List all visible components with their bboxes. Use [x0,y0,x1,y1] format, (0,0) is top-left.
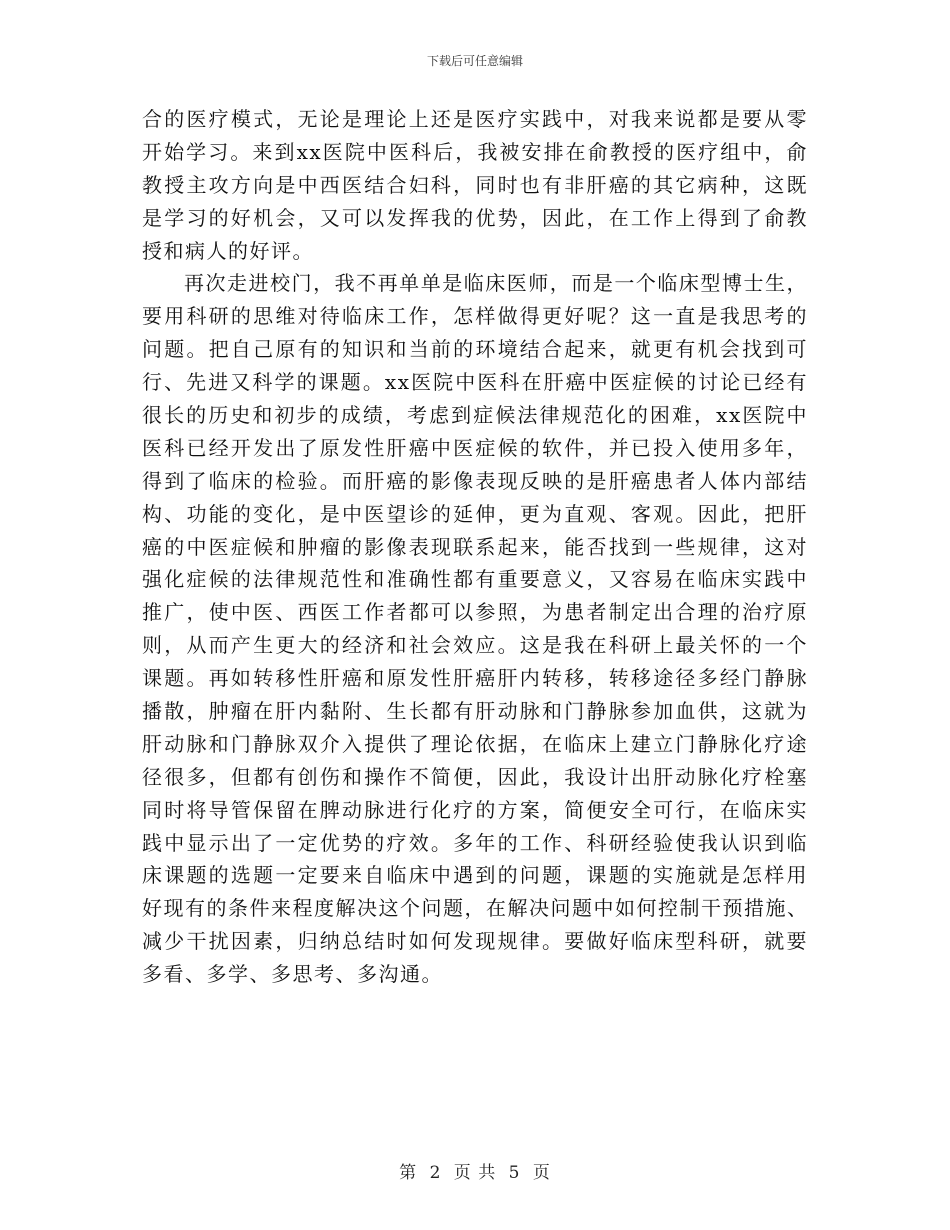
text-line: 是学习的好机会，又可以发挥我的优势，因此，在工作上得到了俞教 [142,205,808,230]
total-page-count: 5 [508,1163,521,1183]
document-body [142,103,808,991]
footer-middle: 页 共 [453,1163,497,1183]
text-line: 问题。把自己原有的知识和当前的环境结合起来，就更有机会找到可 [142,337,808,362]
text-line: 推广，使中医、西医工作者都可以参照，为患者制定出合理的治疗原 [142,600,808,625]
text-line: 医科已经开发出了原发性肝癌中医症候的软件，并已投入使用多年， [142,435,808,460]
text-line: 减少干扰因素，归纳总结时如何发现规律。要做好临床型科研，就要 [142,929,808,954]
text-line: 构、功能的变化，是中医望诊的延伸，更为直观、客观。因此，把肝 [142,501,808,526]
text-line: 课题。再如转移性肝癌和原发性肝癌肝内转移，转移途径多经门静脉 [142,666,808,691]
text-line: 同时将导管保留在脾动脉进行化疗的方案，简便安全可行，在临床实 [142,797,808,822]
text-line: 播散，肿瘤在肝内黏附、生长都有肝动脉和门静脉参加血供，这就为 [142,699,808,724]
text-line: 授和病人的好评。 [142,238,314,263]
text-line: 要用科研的思维对待临床工作，怎样做得更好呢？这一直是我思考的 [142,304,808,329]
page-header-note: 下载后可任意编辑 [426,54,523,68]
page-number-footer [0,1158,950,1183]
text-line: 多看、多学、多思考、多沟通。 [142,962,443,987]
footer-prefix: 第 [399,1163,418,1183]
text-line: 开始学习。来到xx医院中医科后，我被安排在俞教授的医疗组中，俞 [142,139,808,164]
text-line: 很长的历史和初步的成绩，考虑到症候法律规范化的困难，xx医院中 [142,403,808,428]
text-line: 得到了临床的检验。而肝癌的影像表现反映的是肝癌患者人体内部结 [142,468,808,493]
text-line: 践中显示出了一定优势的疗效。多年的工作、科研经验使我认识到临 [142,830,808,855]
text-line: 强化症候的法律规范性和准确性都有重要意义，又容易在临床实践中 [142,567,808,592]
text-line: 径很多，但都有创伤和操作不简便，因此，我设计出肝动脉化疗栓塞 [142,764,808,789]
text-line: 癌的中医症候和肿瘤的影像表现联系起来，能否找到一些规律，这对 [142,534,808,559]
text-line: 合的医疗模式，无论是理论上还是医疗实践中，对我来说都是要从零 [142,107,808,131]
footer-suffix: 页 [532,1163,551,1183]
current-page-number: 2 [429,1163,442,1183]
text-line: 肝动脉和门静脉双介入提供了理论依据，在临床上建立门静脉化疗途 [142,731,808,756]
text-line: 教授主攻方向是中西医结合妇科，同时也有非肝癌的其它病种，这既 [142,172,808,197]
text-line: 好现有的条件来程度解决这个问题，在解决问题中如何控制干预措施、 [142,896,809,921]
text-line-paragraph-start: 再次走进校门，我不再单单是临床医师，而是一个临床型博士生， [184,271,808,296]
text-line: 床课题的选题一定要来自临床中遇到的问题，课题的实施就是怎样用 [142,863,808,888]
text-line: 行、先进又科学的课题。xx医院中医科在肝癌中医症候的讨论已经有 [142,370,808,395]
text-line: 则，从而产生更大的经济和社会效应。这是我在科研上最关怀的一个 [142,633,808,658]
